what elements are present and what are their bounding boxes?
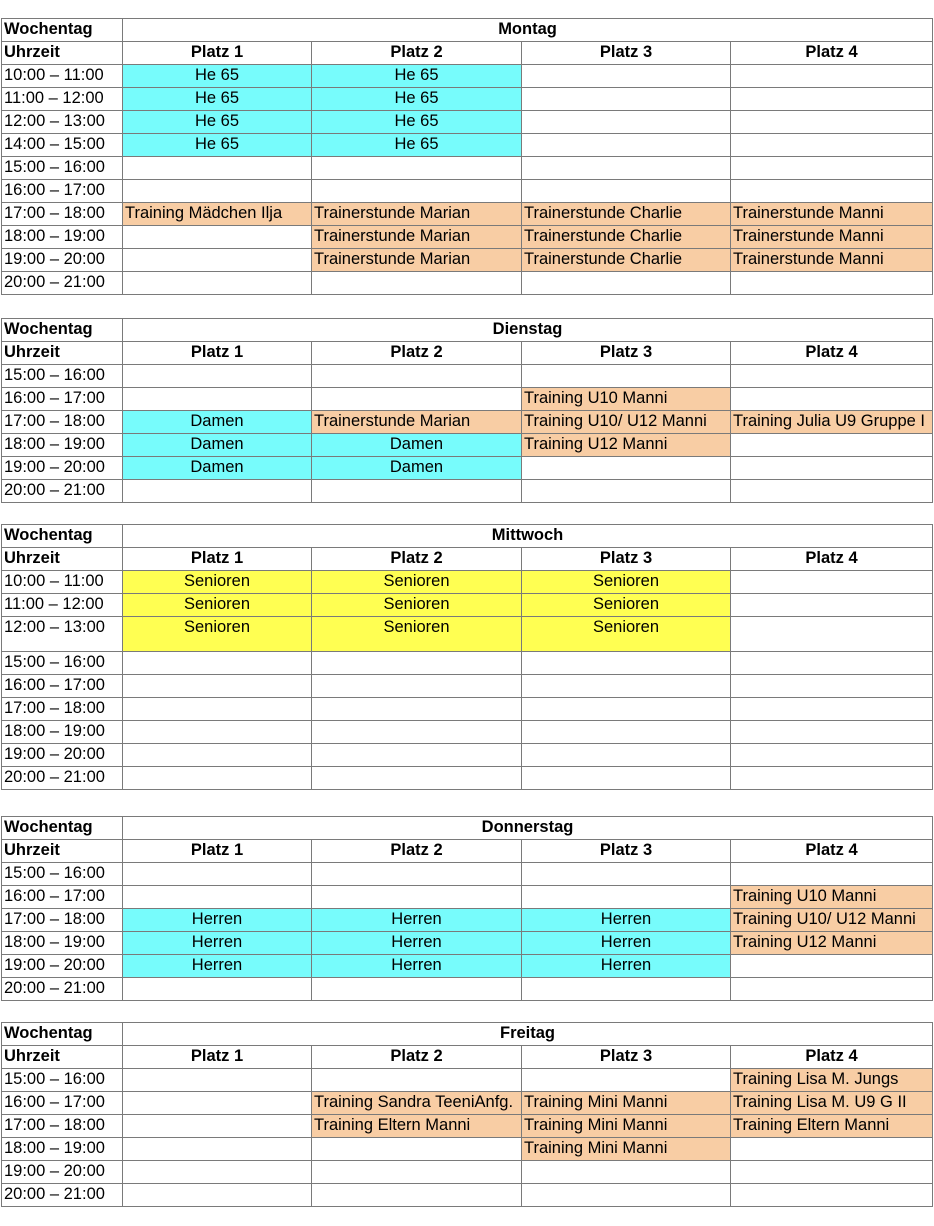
booking-cell [731, 157, 933, 180]
booking-cell: Senioren [123, 571, 312, 594]
time-slot: 18:00 – 19:00 [2, 1138, 123, 1161]
time-slot: 19:00 – 20:00 [2, 249, 123, 272]
booking-cell [522, 365, 731, 388]
booking-cell [522, 978, 731, 1001]
booking-cell: Trainerstunde Charlie [522, 249, 731, 272]
table-row [2, 111, 933, 134]
booking-cell [312, 480, 522, 503]
booking-cell [312, 863, 522, 886]
time-slot: 10:00 – 11:00 [2, 65, 123, 88]
booking-cell [123, 675, 312, 698]
day-title: Montag [123, 19, 933, 42]
booking-cell [522, 180, 731, 203]
court-header-1: Platz 1 [123, 342, 312, 365]
court-header-2: Platz 2 [312, 342, 522, 365]
booking-cell: Trainerstunde Manni [731, 226, 933, 249]
booking-cell [312, 652, 522, 675]
table-row [2, 909, 933, 932]
weekday-label: Wochentag [2, 525, 123, 548]
booking-cell [312, 721, 522, 744]
time-slot: 15:00 – 16:00 [2, 157, 123, 180]
booking-cell: Trainerstunde Charlie [522, 203, 731, 226]
booking-cell: Trainerstunde Marian [312, 226, 522, 249]
booking-cell [731, 1161, 933, 1184]
court-header-3: Platz 3 [522, 1046, 731, 1069]
booking-cell: Training Lisa M. U9 G II [731, 1092, 933, 1115]
booking-cell: Herren [522, 932, 731, 955]
booking-cell: Senioren [522, 594, 731, 617]
time-slot: 15:00 – 16:00 [2, 365, 123, 388]
court-header-3: Platz 3 [522, 342, 731, 365]
time-label: Uhrzeit [2, 42, 123, 65]
booking-cell: Damen [123, 457, 312, 480]
table-row [2, 1184, 933, 1207]
court-header-4: Platz 4 [731, 42, 933, 65]
booking-cell [522, 698, 731, 721]
table-row [2, 157, 933, 180]
court-header-row [2, 548, 933, 571]
table-row [2, 955, 933, 978]
weekday-header-row [2, 319, 933, 342]
court-header-row [2, 1046, 933, 1069]
weekday-label: Wochentag [2, 817, 123, 840]
table-row [2, 365, 933, 388]
booking-cell: Training U10 Manni [522, 388, 731, 411]
time-slot: 14:00 – 15:00 [2, 134, 123, 157]
booking-cell: Training Eltern Manni [312, 1115, 522, 1138]
booking-cell [731, 388, 933, 411]
booking-cell [731, 571, 933, 594]
booking-cell [731, 698, 933, 721]
time-slot: 18:00 – 19:00 [2, 721, 123, 744]
booking-cell [731, 180, 933, 203]
time-slot: 17:00 – 18:00 [2, 203, 123, 226]
booking-cell [731, 88, 933, 111]
booking-cell [731, 65, 933, 88]
booking-cell: Training Mini Manni [522, 1138, 731, 1161]
schedule-table-montag [1, 18, 933, 295]
table-row [2, 226, 933, 249]
booking-cell: Training Mini Manni [522, 1115, 731, 1138]
time-slot: 11:00 – 12:00 [2, 594, 123, 617]
time-slot: 20:00 – 21:00 [2, 272, 123, 295]
time-slot: 19:00 – 20:00 [2, 1161, 123, 1184]
table-row [2, 1069, 933, 1092]
table-row [2, 88, 933, 111]
booking-cell [731, 434, 933, 457]
booking-cell: Training U12 Manni [522, 434, 731, 457]
schedule-table-dienstag [1, 318, 933, 503]
time-slot: 20:00 – 21:00 [2, 978, 123, 1001]
booking-cell [123, 388, 312, 411]
booking-cell [731, 272, 933, 295]
booking-cell: Senioren [123, 617, 312, 652]
court-header-4: Platz 4 [731, 342, 933, 365]
table-row [2, 744, 933, 767]
day-title: Freitag [123, 1023, 933, 1046]
time-slot: 16:00 – 17:00 [2, 1092, 123, 1115]
booking-cell: He 65 [123, 134, 312, 157]
table-row [2, 978, 933, 1001]
weekday-header-row [2, 19, 933, 42]
table-row [2, 863, 933, 886]
booking-cell [312, 365, 522, 388]
booking-cell: He 65 [312, 65, 522, 88]
time-label: Uhrzeit [2, 1046, 123, 1069]
table-row [2, 675, 933, 698]
booking-cell [123, 721, 312, 744]
booking-cell [522, 457, 731, 480]
booking-cell: Herren [123, 909, 312, 932]
court-header-1: Platz 1 [123, 548, 312, 571]
table-row [2, 617, 933, 652]
booking-cell: Training U10/ U12 Manni [522, 411, 731, 434]
schedule-table-donnerstag [1, 816, 933, 1001]
booking-cell: Trainerstunde Manni [731, 203, 933, 226]
court-header-row [2, 42, 933, 65]
booking-cell [123, 863, 312, 886]
booking-cell [522, 88, 731, 111]
booking-cell: Herren [522, 909, 731, 932]
booking-cell [123, 1138, 312, 1161]
booking-cell [123, 767, 312, 790]
booking-cell [312, 978, 522, 1001]
table-row [2, 652, 933, 675]
booking-cell: He 65 [123, 88, 312, 111]
time-slot: 18:00 – 19:00 [2, 226, 123, 249]
booking-cell: Trainerstunde Marian [312, 203, 522, 226]
time-slot: 16:00 – 17:00 [2, 388, 123, 411]
booking-cell [731, 617, 933, 652]
booking-cell [522, 767, 731, 790]
booking-cell [731, 111, 933, 134]
weekday-header-row [2, 1023, 933, 1046]
table-row [2, 932, 933, 955]
booking-cell: Damen [123, 434, 312, 457]
booking-cell [123, 1092, 312, 1115]
time-slot: 18:00 – 19:00 [2, 932, 123, 955]
court-header-2: Platz 2 [312, 548, 522, 571]
time-slot: 15:00 – 16:00 [2, 863, 123, 886]
booking-cell [312, 767, 522, 790]
booking-cell: Training Lisa M. Jungs [731, 1069, 933, 1092]
time-slot: 15:00 – 16:00 [2, 652, 123, 675]
table-row [2, 767, 933, 790]
booking-cell [123, 1115, 312, 1138]
booking-cell: Training U12 Manni [731, 932, 933, 955]
booking-cell: Senioren [123, 594, 312, 617]
time-slot: 19:00 – 20:00 [2, 744, 123, 767]
table-row [2, 457, 933, 480]
weekday-label: Wochentag [2, 19, 123, 42]
booking-cell [522, 721, 731, 744]
table-row [2, 1092, 933, 1115]
court-header-2: Platz 2 [312, 1046, 522, 1069]
booking-cell [123, 744, 312, 767]
court-header-row [2, 840, 933, 863]
booking-cell [312, 272, 522, 295]
court-header-row [2, 342, 933, 365]
booking-cell [731, 652, 933, 675]
booking-cell [731, 1184, 933, 1207]
booking-cell [522, 675, 731, 698]
weekday-label: Wochentag [2, 1023, 123, 1046]
table-row [2, 388, 933, 411]
booking-cell: Training Mini Manni [522, 1092, 731, 1115]
booking-cell [123, 886, 312, 909]
booking-cell [312, 886, 522, 909]
court-header-4: Platz 4 [731, 840, 933, 863]
table-row [2, 134, 933, 157]
booking-cell [731, 955, 933, 978]
booking-cell [312, 1184, 522, 1207]
time-slot: 16:00 – 17:00 [2, 675, 123, 698]
court-header-2: Platz 2 [312, 840, 522, 863]
table-row [2, 698, 933, 721]
time-slot: 10:00 – 11:00 [2, 571, 123, 594]
booking-cell [312, 1069, 522, 1092]
booking-cell: Training U10 Manni [731, 886, 933, 909]
time-slot: 19:00 – 20:00 [2, 955, 123, 978]
booking-cell [522, 65, 731, 88]
booking-cell [522, 111, 731, 134]
booking-cell [123, 249, 312, 272]
time-slot: 16:00 – 17:00 [2, 180, 123, 203]
booking-cell [522, 134, 731, 157]
weekday-header-row [2, 817, 933, 840]
booking-cell [522, 652, 731, 675]
time-slot: 20:00 – 21:00 [2, 480, 123, 503]
weekday-header-row [2, 525, 933, 548]
time-slot: 15:00 – 16:00 [2, 1069, 123, 1092]
booking-cell [123, 180, 312, 203]
booking-cell [731, 365, 933, 388]
court-header-3: Platz 3 [522, 840, 731, 863]
booking-cell [731, 863, 933, 886]
booking-cell: Damen [312, 457, 522, 480]
time-slot: 18:00 – 19:00 [2, 434, 123, 457]
booking-cell [312, 744, 522, 767]
booking-cell [731, 1138, 933, 1161]
booking-cell [123, 978, 312, 1001]
court-header-4: Platz 4 [731, 1046, 933, 1069]
court-header-1: Platz 1 [123, 42, 312, 65]
booking-cell: Damen [312, 434, 522, 457]
booking-cell [731, 134, 933, 157]
booking-cell [123, 226, 312, 249]
booking-cell [731, 767, 933, 790]
booking-cell: Training Julia U9 Gruppe I [731, 411, 933, 434]
booking-cell [731, 457, 933, 480]
booking-cell: Senioren [312, 571, 522, 594]
booking-cell: Senioren [522, 571, 731, 594]
time-slot: 19:00 – 20:00 [2, 457, 123, 480]
booking-cell [522, 272, 731, 295]
booking-cell: Senioren [522, 617, 731, 652]
booking-cell [522, 1184, 731, 1207]
court-header-3: Platz 3 [522, 42, 731, 65]
booking-cell [731, 721, 933, 744]
booking-cell: He 65 [123, 65, 312, 88]
booking-cell: Herren [312, 932, 522, 955]
booking-cell: Trainerstunde Marian [312, 411, 522, 434]
booking-cell [123, 1184, 312, 1207]
court-header-3: Platz 3 [522, 548, 731, 571]
court-header-2: Platz 2 [312, 42, 522, 65]
booking-cell [123, 157, 312, 180]
booking-cell [123, 652, 312, 675]
booking-cell: Herren [312, 955, 522, 978]
booking-cell [312, 157, 522, 180]
table-row [2, 571, 933, 594]
booking-cell: Trainerstunde Marian [312, 249, 522, 272]
booking-cell [123, 480, 312, 503]
court-header-1: Platz 1 [123, 1046, 312, 1069]
booking-cell [731, 480, 933, 503]
table-row [2, 594, 933, 617]
table-row [2, 272, 933, 295]
table-row [2, 1161, 933, 1184]
booking-cell: He 65 [312, 111, 522, 134]
time-label: Uhrzeit [2, 548, 123, 571]
booking-cell [312, 698, 522, 721]
booking-cell: Senioren [312, 617, 522, 652]
table-row [2, 411, 933, 434]
booking-cell: Herren [123, 955, 312, 978]
time-slot: 17:00 – 18:00 [2, 411, 123, 434]
table-row [2, 1115, 933, 1138]
day-title: Dienstag [123, 319, 933, 342]
booking-cell [522, 744, 731, 767]
table-row [2, 1138, 933, 1161]
table-row [2, 249, 933, 272]
booking-cell: Herren [123, 932, 312, 955]
schedule-table-mittwoch [1, 524, 933, 790]
booking-cell [522, 886, 731, 909]
booking-cell [522, 1069, 731, 1092]
booking-cell [123, 1069, 312, 1092]
time-slot: 12:00 – 13:00 [2, 111, 123, 134]
booking-cell [522, 157, 731, 180]
booking-cell [731, 594, 933, 617]
court-header-1: Platz 1 [123, 840, 312, 863]
booking-cell: Trainerstunde Charlie [522, 226, 731, 249]
table-row [2, 434, 933, 457]
booking-cell [312, 388, 522, 411]
booking-cell: Herren [522, 955, 731, 978]
booking-cell [731, 675, 933, 698]
time-slot: 20:00 – 21:00 [2, 1184, 123, 1207]
booking-cell [123, 1161, 312, 1184]
table-row [2, 480, 933, 503]
day-title: Mittwoch [123, 525, 933, 548]
weekday-label: Wochentag [2, 319, 123, 342]
time-slot: 16:00 – 17:00 [2, 886, 123, 909]
time-slot: 12:00 – 13:00 [2, 617, 123, 652]
booking-cell: Herren [312, 909, 522, 932]
booking-cell: Trainerstunde Manni [731, 249, 933, 272]
booking-cell [522, 863, 731, 886]
booking-cell [731, 744, 933, 767]
booking-cell [312, 1138, 522, 1161]
table-row [2, 180, 933, 203]
time-slot: 20:00 – 21:00 [2, 767, 123, 790]
booking-cell [312, 1161, 522, 1184]
time-slot: 11:00 – 12:00 [2, 88, 123, 111]
booking-cell [123, 698, 312, 721]
booking-cell: He 65 [312, 88, 522, 111]
booking-cell: Damen [123, 411, 312, 434]
time-slot: 17:00 – 18:00 [2, 909, 123, 932]
booking-cell: Training Sandra TeeniAnfg. [312, 1092, 522, 1115]
time-slot: 17:00 – 18:00 [2, 698, 123, 721]
booking-cell [522, 480, 731, 503]
table-row [2, 886, 933, 909]
booking-cell [123, 365, 312, 388]
time-label: Uhrzeit [2, 342, 123, 365]
booking-cell [123, 272, 312, 295]
schedule-table-freitag [1, 1022, 933, 1207]
booking-cell [731, 978, 933, 1001]
booking-cell [312, 675, 522, 698]
day-title: Donnerstag [123, 817, 933, 840]
time-label: Uhrzeit [2, 840, 123, 863]
booking-cell [522, 1161, 731, 1184]
court-header-4: Platz 4 [731, 548, 933, 571]
booking-cell: Senioren [312, 594, 522, 617]
booking-cell [312, 180, 522, 203]
booking-cell: Training Eltern Manni [731, 1115, 933, 1138]
booking-cell: He 65 [123, 111, 312, 134]
booking-cell: Training U10/ U12 Manni [731, 909, 933, 932]
booking-cell: He 65 [312, 134, 522, 157]
booking-cell: Training Mädchen Ilja [123, 203, 312, 226]
table-row [2, 65, 933, 88]
table-row [2, 721, 933, 744]
time-slot: 17:00 – 18:00 [2, 1115, 123, 1138]
table-row [2, 203, 933, 226]
